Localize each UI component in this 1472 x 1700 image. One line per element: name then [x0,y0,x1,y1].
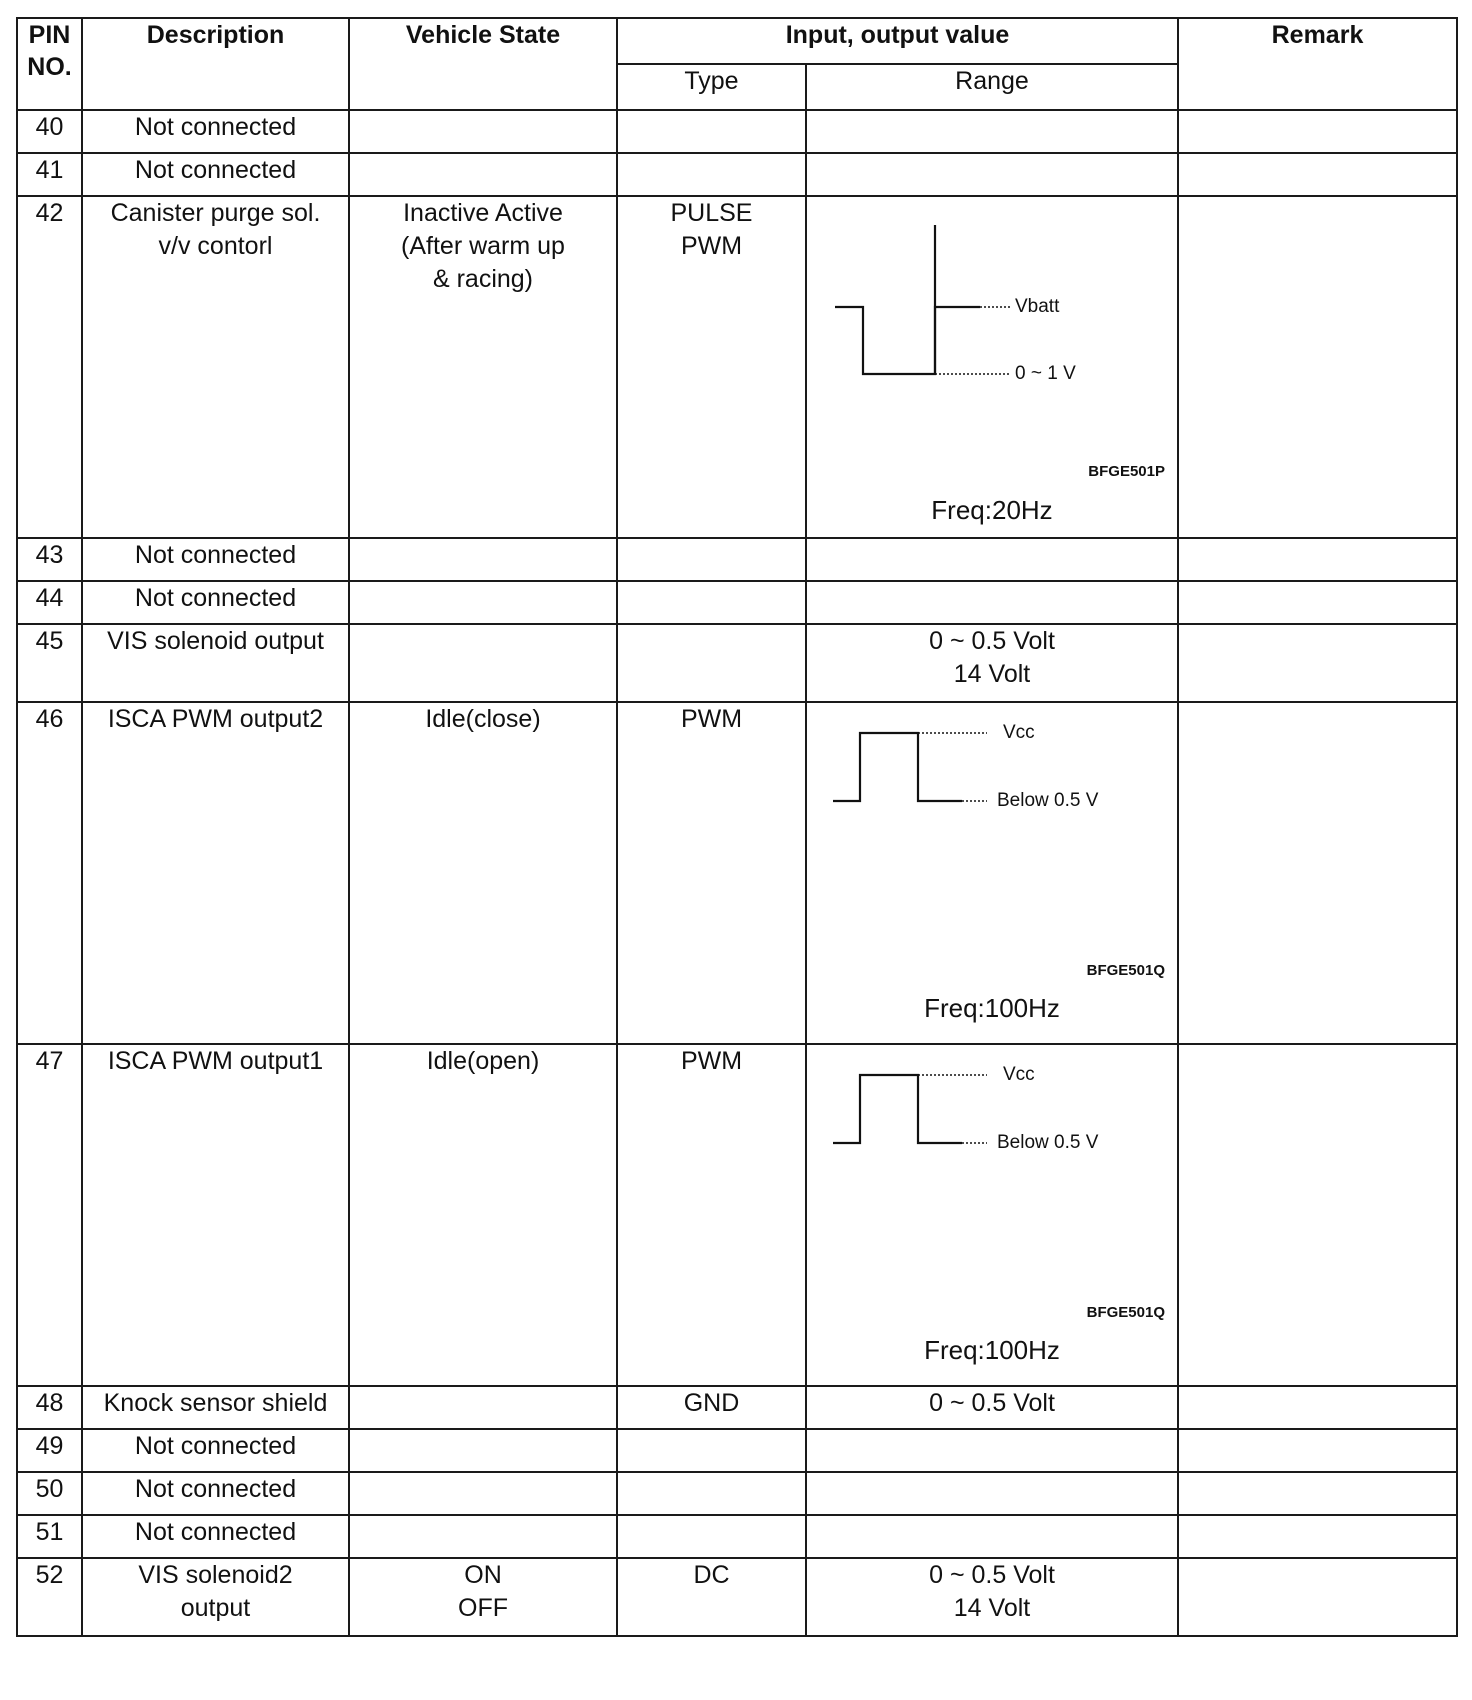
remark-cell [1178,1386,1457,1429]
range-cell: 0 ~ 0.5 Volt [806,1386,1178,1429]
pin-number: 52 [17,1558,82,1636]
pin-table [16,17,1458,1637]
description-cell [82,1558,349,1636]
remark-cell [1178,153,1457,196]
range-cell [806,1429,1178,1472]
description-line: v/v contorl [158,232,273,260]
type-cell [617,196,806,538]
description-cell: Knock sensor shield [82,1386,349,1429]
wave-high-label: Vbatt [1015,296,1060,317]
pin-number: 41 [17,153,82,196]
range-cell [806,1472,1178,1515]
pin-number: 47 [17,1044,82,1386]
range-cell [806,1044,1178,1386]
pin-number: 42 [17,196,82,538]
description-cell: ISCA PWM output1 [82,1044,349,1386]
frequency-label: Freq:100Hz [924,993,1060,1023]
type-cell [617,624,806,702]
header-description: Description [82,18,349,110]
description-line: output [180,1594,251,1622]
header-row-1 [17,18,1457,64]
table-row-44 [17,581,1457,624]
description-cell: Not connected [82,1515,349,1558]
remark-cell [1178,1558,1457,1636]
range-line: 14 Volt [953,660,1031,688]
vehicle-state-cell [349,196,617,538]
type-line: PWM [680,232,743,260]
remark-cell [1178,702,1457,1044]
range-cell [806,581,1178,624]
table-row-48 [17,1386,1457,1429]
vehicle-state-cell [349,624,617,702]
pin-number: 51 [17,1515,82,1558]
wave-high-label: Vcc [1003,722,1035,743]
figure-code: BFGE501P [1088,463,1165,480]
range-line: 14 Volt [953,1594,1031,1622]
description-cell: Not connected [82,153,349,196]
wave-low-label: Below 0.5 V [997,1132,1099,1153]
header-pin-line2: NO. [27,53,72,81]
type-cell [617,153,806,196]
description-cell: Not connected [82,1472,349,1515]
table-row-47 [17,1044,1457,1386]
header-remark: Remark [1178,18,1457,110]
state-line: Inactive Active [403,199,563,227]
table-row-45 [17,624,1457,702]
vehicle-state-cell [349,1515,617,1558]
table-row-52 [17,1558,1457,1636]
type-cell [617,1429,806,1472]
remark-cell [1178,1044,1457,1386]
vehicle-state-cell [349,1386,617,1429]
remark-cell [1178,1429,1457,1472]
table-row-50 [17,1472,1457,1515]
remark-cell [1178,196,1457,538]
description-cell: Not connected [82,538,349,581]
type-cell [617,1515,806,1558]
waveform-figure [807,1045,1177,1385]
pin-number: 46 [17,702,82,1044]
waveform-figure [807,703,1177,1043]
description-line: Canister purge sol. [110,199,321,227]
table-row-43 [17,538,1457,581]
frequency-label: Freq:100Hz [924,1335,1060,1365]
type-cell: PWM [617,1044,806,1386]
vehicle-state-cell [349,153,617,196]
range-line: 0 ~ 0.5 Volt [929,627,1055,655]
description-cell: Not connected [82,110,349,153]
type-cell: GND [617,1386,806,1429]
pin-number: 45 [17,624,82,702]
table-row-42 [17,196,1457,538]
header-range: Range [806,64,1178,110]
type-cell [617,1472,806,1515]
range-cell [806,196,1178,538]
remark-cell [1178,1515,1457,1558]
pin-number: 48 [17,1386,82,1429]
type-cell [617,581,806,624]
state-line: ON [464,1561,502,1589]
header-vehicle-state: Vehicle State [349,18,617,110]
header-type: Type [617,64,806,110]
table-row-40 [17,110,1457,153]
description-cell [82,196,349,538]
type-cell: PWM [617,702,806,1044]
figure-code: BFGE501Q [1086,1304,1165,1321]
pwm-waveform [807,703,1179,1043]
header-io-value: Input, output value [617,18,1178,64]
wave-low-label: 0 ~ 1 V [1015,363,1076,384]
pin-number: 50 [17,1472,82,1515]
remark-cell [1178,110,1457,153]
type-cell [617,110,806,153]
description-line: VIS solenoid2 [138,1561,293,1589]
wave-low-label: Below 0.5 V [997,790,1099,811]
figure-code: BFGE501Q [1086,962,1165,979]
table-row-41 [17,153,1457,196]
vehicle-state-cell: Idle(open) [349,1044,617,1386]
state-line: (After warm up [401,232,565,260]
vehicle-state-cell [349,1429,617,1472]
remark-cell [1178,581,1457,624]
table-row-46 [17,702,1457,1044]
pin-number: 44 [17,581,82,624]
table-row-49 [17,1429,1457,1472]
type-line: PULSE [670,199,753,227]
range-cell [806,702,1178,1044]
range-cell [806,1558,1178,1636]
pulse-waveform [807,197,1179,537]
state-line: & racing) [432,265,534,293]
pin-table-page [16,17,1456,1637]
waveform-trace [833,1075,962,1143]
range-cell [806,538,1178,581]
range-cell [806,624,1178,702]
vehicle-state-cell [349,1558,617,1636]
range-cell [806,1515,1178,1558]
pwm-waveform [807,1045,1179,1385]
state-line: OFF [458,1594,508,1622]
description-cell: VIS solenoid output [82,624,349,702]
pin-number: 40 [17,110,82,153]
vehicle-state-cell [349,538,617,581]
header-pin-no [17,18,82,110]
description-cell: Not connected [82,581,349,624]
range-line: 0 ~ 0.5 Volt [929,1561,1055,1589]
table-row-51 [17,1515,1457,1558]
vehicle-state-cell [349,581,617,624]
remark-cell [1178,538,1457,581]
remark-cell [1178,1472,1457,1515]
type-cell [617,538,806,581]
vehicle-state-cell: Idle(close) [349,702,617,1044]
pin-number: 43 [17,538,82,581]
waveform-trace [835,307,980,374]
type-cell: DC [617,1558,806,1636]
wave-high-label: Vcc [1003,1064,1035,1085]
pin-number: 49 [17,1429,82,1472]
waveform-trace [833,733,962,801]
remark-cell [1178,624,1457,702]
vehicle-state-cell [349,1472,617,1515]
range-cell [806,153,1178,196]
frequency-label: Freq:20Hz [931,495,1053,525]
range-cell [806,110,1178,153]
description-cell: Not connected [82,1429,349,1472]
waveform-figure [807,197,1177,537]
header-pin-line1: PIN [28,21,71,49]
vehicle-state-cell [349,110,617,153]
description-cell: ISCA PWM output2 [82,702,349,1044]
